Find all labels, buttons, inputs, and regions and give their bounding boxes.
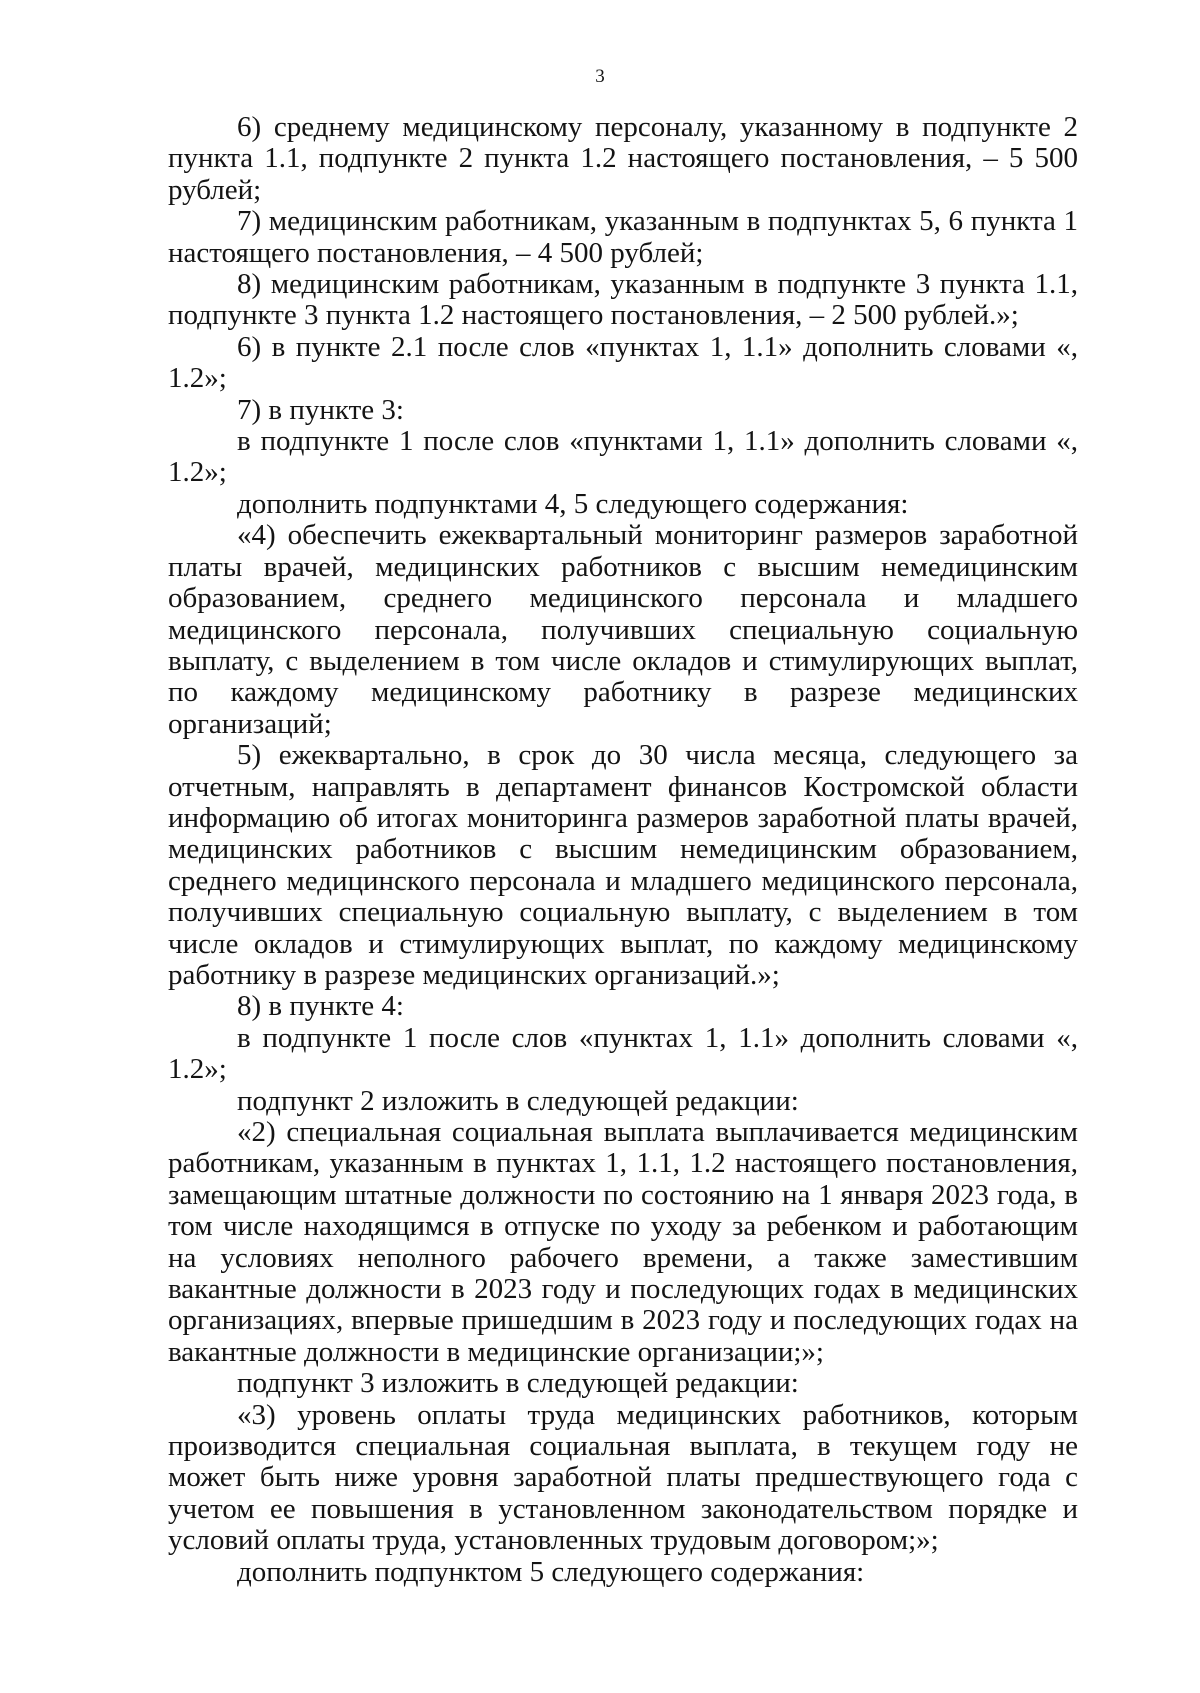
paragraph: 7) медицинским работникам, указанным в подпунктах 5, 6 пункта 1 настоящего постановления, – 4 500 рублей; (168, 205, 1078, 269)
paragraph: дополнить подпунктом 5 следующего содержания: (237, 1555, 865, 1588)
paragraph: «3) уровень оплаты труда медицинских работников, которым производится специальная социальная выплата, в текущем году не может быть ниже уровня заработной платы предшествующего года с учетом ее повышения в установленном законодательством порядке и условий оплаты труда, установленных трудовым договором;»; (168, 1398, 1078, 1557)
paragraph: «2) специальная социальная выплата выплачивается медицинским работникам, указанным в пунктах 1, 1.1, 1.2 настоящего постановления, замещающим штатные должности по состоянию на 1 января 2023 года, в том числе находящимся в отпуске по уходу за ребенком и работающим на условиях неполного рабочего времени, а также заместившим вакантные должности в 2023 году и последующих годах в медицинских организациях, впервые пришедшим в 2023 году и последующих годах на вакантные должности в медицинские организации;»; (168, 1116, 1078, 1368)
paragraph: 6) в пункте 2.1 после слов «пунктах 1, 1.1» дополнить словами «, 1.2»; (168, 330, 1078, 395)
document-body (168, 112, 1078, 1588)
paragraph: «4) обеспечить ежеквартальный мониторинг размеров заработной платы врачей, медицинских работников с высшим немедицинским образованием, среднего медицинского персонала и младшего медицинского персонала, получивших специальную социальную выплату, с выделением в том числе окладов и стимулирующих выплат, по каждому медицинскому работнику в разрезе медицинских организаций; (168, 519, 1078, 740)
paragraph: 6) среднему медицинскому персоналу, указанному в подпункте 2 пункта 1.1, подпункте 2 пункта 1.2 настоящего постановления, – 5 500 рублей; (168, 111, 1078, 206)
paragraph: 5) ежеквартально, в срок до 30 числа месяца, следующего за отчетным, направлять в департамент финансов Костромской области информацию об итогах мониторинга размеров заработной платы врачей, медицинских работников с высшим немедицинским образованием, среднего медицинского персонала и младшего медицинского персонала, получивших специальную социальную выплату, с выделением в том числе окладов и стимулирующих выплат, по каждому медицинскому работнику в разрезе медицинских организаций.»; (168, 739, 1078, 991)
paragraph: дополнить подпунктами 4, 5 следующего содержания: (237, 487, 909, 520)
paragraph: 8) медицинским работникам, указанным в подпункте 3 пункта 1.1, подпункте 3 пункта 1.2 настоящего постановления, – 2 500 рублей.»; (168, 268, 1078, 332)
paragraph: 7) в пункте 3: (237, 393, 404, 426)
paragraph: в подпункте 1 после слов «пунктами 1, 1.1» дополнить словами «, 1.2»; (168, 425, 1078, 489)
paragraph: подпункт 3 изложить в следующей редакции: (237, 1367, 799, 1400)
paragraph: подпункт 2 изложить в следующей редакции: (237, 1084, 799, 1117)
paragraph: в подпункте 1 после слов «пунктах 1, 1.1» дополнить словами «, 1.2»; (168, 1021, 1078, 1086)
page-number: 3 (595, 66, 605, 87)
paragraph: 8) в пункте 4: (237, 990, 404, 1023)
